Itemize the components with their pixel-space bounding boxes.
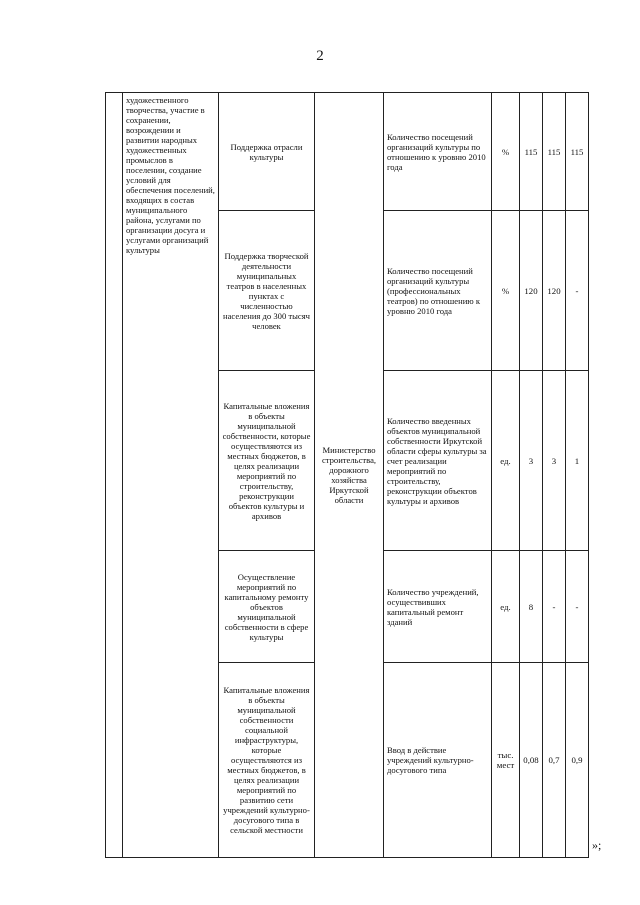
indicator-cell: Количество введенных объектов муниципальной собственности Иркутской области сферы культуры за счет реализации мероприятий по строительству, реконструкции объектов культуры и архивов — [384, 371, 492, 551]
value-cell: 120 — [520, 211, 543, 371]
table-row — [106, 93, 589, 211]
unit-cell: ед. — [492, 551, 520, 663]
value-cell: 115 — [543, 93, 566, 211]
unit-cell: % — [492, 93, 520, 211]
event-name-cell: Капитальные вложения в объекты муниципальной собственности социальной инфраструктуры, которые осуществляются из местных бюджетов, в целях реализации мероприятий по развитию сети учреждений культурно-досугового типа в сельской местности — [219, 663, 315, 858]
indicator-cell: Количество посещений организаций культуры по отношению к уровню 2010 года — [384, 93, 492, 211]
row-number-cell — [106, 93, 123, 858]
closing-quote: »; — [592, 838, 602, 852]
unit-cell: ед. — [492, 371, 520, 551]
value-cell: 3 — [543, 371, 566, 551]
executor-cell: Министерство строительства, дорожного хозяйства Иркутской области — [315, 93, 384, 858]
value-cell: 115 — [566, 93, 589, 211]
value-cell: 115 — [520, 93, 543, 211]
unit-cell: тыс. мест — [492, 663, 520, 858]
value-cell: 1 — [566, 371, 589, 551]
value-cell: - — [543, 551, 566, 663]
indicator-cell: Количество посещений организаций культуры (профессиональных театров) по отношению к уровню 2010 года — [384, 211, 492, 371]
event-name-cell: Осуществление мероприятий по капитальному ремонту объектов муниципальной собственности в сфере культуры — [219, 551, 315, 663]
value-cell: - — [566, 551, 589, 663]
event-name-cell: Капитальные вложения в объекты муниципальной собственности, которые осуществляются из местных бюджетов, в целях реализации мероприятий по строительству, реконструкции объектов культуры и архивов — [219, 371, 315, 551]
value-cell: 8 — [520, 551, 543, 663]
value-cell: 3 — [520, 371, 543, 551]
value-cell: - — [566, 211, 589, 371]
event-name-cell: Поддержка творческой деятельности муниципальных театров в населенных пунктах с численностью населения до 300 тысяч человек — [219, 211, 315, 371]
unit-cell: % — [492, 211, 520, 371]
value-cell: 0,9 — [566, 663, 589, 858]
objective-cell: художественного творчества, участие в сохранении, возрождении и развитии народных художественных промыслов в поселении, создание условий для обеспечения поселений, входящих в состав муниципального района, услугами по организации досуга и услугами организаций культуры — [123, 93, 219, 858]
value-cell: 0,7 — [543, 663, 566, 858]
program-table — [105, 92, 589, 858]
value-cell: 0,08 — [520, 663, 543, 858]
indicator-cell: Ввод в действие учреждений культурно-досугового типа — [384, 663, 492, 858]
indicator-cell: Количество учреждений, осуществивших капитальный ремонт зданий — [384, 551, 492, 663]
page-number: 2 — [316, 48, 324, 64]
value-cell: 120 — [543, 211, 566, 371]
event-name-cell: Поддержка отрасли культуры — [219, 93, 315, 211]
